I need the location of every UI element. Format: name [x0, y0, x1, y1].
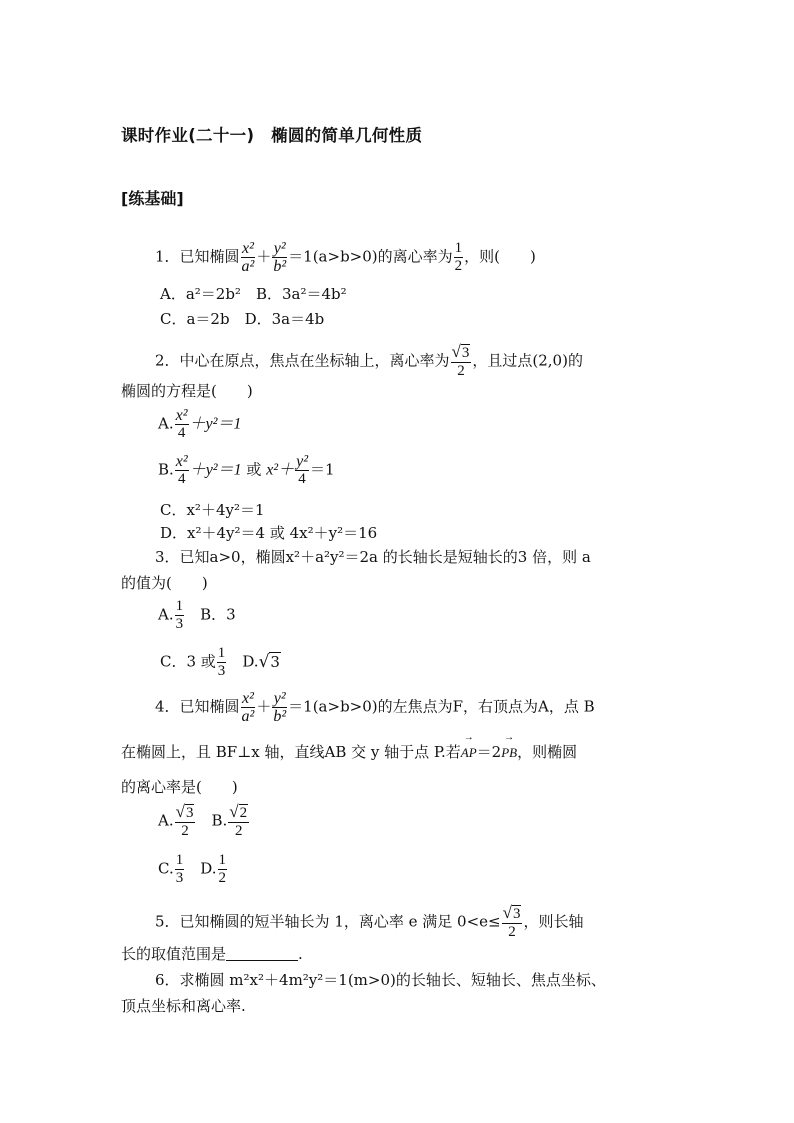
q4-stem1-post: ＝1(a>b>0)的左焦点为F，右顶点为A，点 B: [288, 697, 595, 716]
q4-b-frac-den: 2: [234, 823, 243, 839]
q4-frac-num: x²: [241, 690, 254, 707]
sqrt-icon: √2: [229, 802, 248, 821]
q2-option-a-label: A.: [158, 414, 174, 433]
vector-pb-label: PB: [501, 745, 518, 760]
q4-frac-den: a²: [241, 708, 255, 725]
sqrt-icon: √3: [451, 342, 470, 361]
q4-frac-y2-b2: [272, 690, 287, 725]
q5-stem1-post: ，则长轴: [523, 912, 584, 931]
q3-option-a-label: A.: [158, 605, 174, 624]
q1-stem-pre: 1．已知椭圆: [155, 247, 240, 266]
q1-option-b: B．3a²＝4b²: [255, 285, 347, 303]
q4-stem2-post: ，则椭圆: [517, 743, 578, 761]
q4-option-a-label: A.: [158, 811, 174, 830]
q4-b-frac: [228, 803, 249, 840]
q1-options-cd: [160, 309, 324, 329]
q4-options-cd: [158, 852, 228, 887]
q4-plus: ＋: [256, 697, 272, 716]
q1-frac-den: b²: [273, 258, 287, 275]
q2-b-eq1: ＋y²＝1: [189, 461, 242, 479]
page-title: 课时作业(二十一) 椭圆的简单几何性质: [121, 126, 423, 145]
q1-stem-post: ，则( ): [464, 247, 536, 266]
q4-d-frac: [218, 852, 228, 887]
answer-blank[interactable]: [226, 946, 298, 961]
q5-stem-line1: [155, 904, 583, 941]
sqrt-icon: √3: [502, 903, 521, 922]
q3-option-c-label: C．3 或: [160, 652, 216, 671]
q3-c-frac-den: 3: [217, 663, 226, 679]
q3-a-frac: [175, 598, 185, 633]
q1-option-c: C．a＝2b: [160, 310, 230, 328]
q2-stem1-post: ，且过点(2,0)的: [472, 351, 583, 370]
q4-option-b-label: B.: [211, 811, 228, 830]
q1-frac-y2-b2: [272, 240, 287, 275]
q1-frac-num: x²: [241, 240, 254, 257]
q5-stem1-pre: 5．已知椭圆的短半轴长为 1，离心率 e 满足 0<e≤: [155, 912, 501, 931]
q1-frac-num: y²: [273, 240, 286, 257]
q1-stem-mid: ＝1(a>b>0)的离心率为: [288, 247, 453, 266]
q2-a-eq: ＋y²＝1: [189, 415, 242, 433]
q4-frac-den: b²: [273, 708, 287, 725]
q1-frac-half: [454, 240, 464, 275]
q4-option-d-label: D.: [200, 859, 217, 878]
q3-options-ab: [158, 598, 236, 633]
q4-frac-num: y²: [273, 690, 286, 707]
q1-plus: ＋: [256, 247, 272, 266]
vector-arrow-icon: →: [463, 732, 474, 743]
q3-c-frac-num: 1: [217, 645, 226, 661]
q2-a-frac: [175, 407, 189, 442]
vector-ap: [460, 732, 477, 763]
q4-stem2-mid: ＝2: [476, 743, 502, 761]
q2-option-c: C．x²＋4y²＝1: [160, 501, 265, 519]
q1-options-ab: [160, 284, 347, 304]
q3-a-frac-den: 3: [175, 616, 184, 632]
q4-c-frac: [175, 852, 185, 887]
q2-option-b-label: B.: [158, 460, 174, 479]
q2-b-frac1-num: x²: [175, 453, 188, 470]
q4-b-sqrt-value: 2: [239, 805, 248, 821]
q4-d-frac-num: 1: [218, 852, 226, 868]
q2-a-frac-num: x²: [175, 407, 188, 424]
q2-option-b: [158, 453, 335, 488]
q2-b-x2plus: x²＋: [266, 461, 295, 479]
q3-stem-line2: 的值为( ): [121, 574, 208, 592]
q4-stem-line3: 的离心率是( ): [121, 778, 238, 796]
q2-sqrt-value: 3: [461, 345, 470, 361]
section-heading: [练基础]: [121, 189, 184, 208]
q2-option-a: [158, 407, 241, 442]
q5-frac-den: 2: [508, 924, 516, 940]
q4-stem-line1: [155, 690, 595, 725]
q2-stem-line2: 椭圆的方程是( ): [121, 382, 253, 400]
q4-c-frac-den: 3: [175, 870, 184, 886]
q4-d-frac-den: 2: [218, 870, 226, 886]
q4-frac-x2-a2: [241, 690, 256, 725]
q4-option-c-label: C.: [158, 859, 174, 878]
q4-c-frac-num: 1: [175, 852, 184, 868]
q3-a-frac-num: 1: [175, 598, 184, 614]
q4-stem2-pre: 在椭圆上，且 BF⊥x 轴，直线AB 交 y 轴于点 P.若: [121, 743, 461, 761]
q2-b-frac1: [175, 453, 189, 488]
q2-b-frac2-num: y²: [296, 453, 308, 470]
q2-frac-den: 2: [457, 363, 465, 379]
q2-option-d: D．x²＋4y²＝4 或 4x²＋y²＝16: [160, 524, 378, 542]
q2-b-frac2: [295, 453, 309, 488]
q2-b-frac2-den: 4: [298, 471, 306, 487]
q4-a-frac: [175, 803, 196, 840]
vector-ap-label: AP: [460, 745, 477, 760]
q3-options-cd: [160, 645, 281, 680]
q2-b-eq2: ＝1: [310, 460, 335, 479]
q4-options-ab: [158, 803, 250, 840]
q3-d-sqrt-value: 3: [270, 652, 280, 671]
q2-frac-sqrt3-2: [451, 343, 472, 380]
q4-a-frac-den: 2: [181, 823, 189, 839]
q4-stem1-pre: 4．已知椭圆: [155, 697, 240, 716]
q5-stem2-post: .: [298, 945, 303, 963]
q1-option-d: D．3a＝4b: [244, 310, 325, 328]
q5-sqrt-value: 3: [512, 906, 521, 922]
q2-b-frac1-den: 4: [178, 471, 186, 487]
q2-stem-line1: [155, 343, 583, 380]
q5-stem2-pre: 长的取值范围是: [121, 945, 227, 963]
q3-option-d-label: D.: [242, 652, 259, 671]
q3-c-frac: [217, 645, 227, 680]
q6-stem-line2: 顶点坐标和离心率.: [121, 997, 246, 1015]
q3-stem-line1: 3．已知a>0，椭圆x²＋a²y²＝2a 的长轴长是短轴长的3 倍，则 a: [155, 548, 591, 566]
q2-a-frac-den: 4: [177, 425, 186, 441]
q2-b-or: 或: [246, 460, 262, 479]
sqrt-icon: √3: [175, 802, 194, 821]
q4-a-sqrt-value: 3: [185, 805, 194, 821]
q1-frac-x2-a2: [241, 240, 256, 275]
q4-stem-line2: [121, 732, 578, 763]
q1-frac-den: a²: [241, 258, 255, 275]
q1-frac-num: 1: [454, 240, 463, 256]
vector-pb: [501, 732, 518, 763]
q2-stem1: 2．中心在原点，焦点在坐标轴上，离心率为: [155, 351, 450, 370]
q5-frac-sqrt3-2: [502, 904, 523, 941]
q1-stem: [155, 240, 536, 275]
q6-stem-line1: 6．求椭圆 m²x²＋4m²y²＝1(m>0)的长轴长、短轴长、焦点坐标、: [155, 971, 606, 989]
q3-option-b: B．3: [200, 605, 236, 624]
q1-frac-den: 2: [454, 258, 463, 274]
q5-stem-line2: [121, 944, 303, 964]
q1-option-a: A．a²＝2b²: [160, 285, 241, 303]
vector-arrow-icon: →: [504, 732, 515, 743]
sqrt-icon: √3: [258, 651, 280, 672]
